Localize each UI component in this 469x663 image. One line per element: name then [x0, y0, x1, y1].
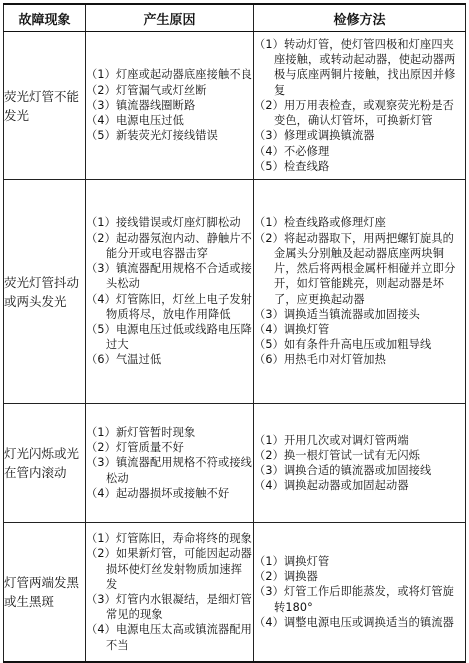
method-item: （1）转动灯管，使灯管四极和灯座四夹座接触，或转动起动器，使起动器两极与底座两铜片接触，找出原因并修复	[254, 38, 456, 97]
method-item: （2）用万用表检查，或观察荧光粉是否变色，确认灯管坏，可换新灯管	[254, 98, 455, 128]
header-method: 检修方法	[254, 4, 466, 32]
cause-item: （2）如果新灯管，可能因起动器损坏使灯丝发射物质加速挥发	[86, 547, 252, 591]
table-row	[4, 180, 466, 404]
method-cell	[254, 404, 466, 523]
cause-item: （1）接线错误或灯座灯脚松动	[86, 216, 241, 230]
method-item: （3）调换适当镇流器或加固接头	[254, 307, 420, 321]
fault-cell: 荧光灯管不能发光	[4, 32, 86, 180]
cause-item: （5）电源电压过低或线路电压降过大	[86, 322, 252, 352]
cause-cell	[86, 32, 254, 180]
cause-item: （3）镇流器配用规格不合适或接头松动	[86, 262, 252, 291]
cause-item: （2）灯管质量不好	[86, 441, 184, 455]
table-header-row	[4, 4, 466, 32]
cause-item: （4）电源电压太高或镇流器配用不当	[86, 623, 252, 652]
method-item: （3）修理或调换镇流器	[254, 129, 375, 143]
method-item: （4）调整电源电压或调换适当的镇流器	[254, 615, 455, 629]
method-item: （4）调换灯管	[254, 322, 330, 336]
method-item: （2）换一根灯管试一试有无闪烁	[254, 448, 420, 462]
table-row	[4, 523, 466, 663]
cause-item: （2）起动器氖泡内动、静触片不能分开或电容器击穿	[86, 231, 252, 260]
cause-item: （1）灯座或起动器底座接触不良	[86, 68, 252, 82]
method-item: （2）将起动器取下，用两把螺钉旋具的金属头分别触及起动器底座两块铜片，然后将两根金属杆相碰并立即分开，如灯管能跳亮，则起动器是坏了，应更换起动器	[254, 231, 456, 306]
method-item: （2）调换器	[254, 570, 318, 584]
method-item: （1）开用几次或对调灯管两端	[254, 433, 409, 447]
method-cell	[254, 180, 466, 404]
method-cell	[254, 32, 466, 180]
method-item: （3）灯管工作后即能蒸发，或将灯管旋转180°	[254, 585, 455, 614]
cause-item: （2）灯管漏气或灯丝断	[86, 83, 207, 97]
table-row	[4, 404, 466, 523]
cause-cell	[86, 180, 254, 404]
fault-cell: 灯管两端发黑或生黑斑	[4, 523, 86, 663]
cause-item: （3）镇流器线圈断路	[86, 98, 196, 112]
cause-cell	[86, 523, 254, 663]
method-item: （6）用热毛巾对灯管加热	[254, 353, 386, 367]
cause-item: （6）气温过低	[86, 353, 162, 367]
method-item: （4）调换起动器或加固起动器	[254, 479, 409, 493]
cause-item: （4）电源电压过低	[86, 114, 184, 128]
cause-item: （3）灯管内水银凝结，是细灯管常见的现象	[86, 593, 252, 622]
cause-cell	[86, 404, 254, 523]
fault-cell: 荧光灯管抖动或两头发光	[4, 180, 86, 404]
cause-item: （1）灯管陈旧，寿命将终的现象	[86, 532, 252, 546]
cause-item: （5）新装荧光灯接线错误	[86, 129, 218, 143]
method-item: （4）不必修理	[254, 144, 330, 158]
cause-item: （1）新灯管暂时现象	[86, 425, 196, 439]
method-item: （1）调换灯管	[254, 554, 330, 568]
method-item: （1）检查线路或修理灯座	[254, 216, 386, 230]
method-item: （3）调换合适的镇流器或加固接线	[254, 464, 432, 477]
fault-cell: 灯光闪烁或光在管内滚动	[4, 404, 86, 523]
header-cause: 产生原因	[86, 4, 254, 32]
method-cell	[254, 523, 466, 663]
cause-item: （3）镇流器配用规格不符或接线松动	[86, 456, 252, 485]
method-item: （5）如有条件升高电压或加粗导线	[254, 338, 432, 352]
table-row	[4, 32, 466, 180]
cause-item: （4）灯管陈旧，灯丝上电子发射物质将尽，放电作用降低	[86, 292, 252, 321]
method-item: （5）检查线路	[254, 159, 330, 173]
cause-item: （4）起动器损坏或接触不好	[86, 486, 230, 500]
header-fault: 故障现象	[4, 4, 86, 32]
troubleshooting-table	[3, 3, 466, 663]
